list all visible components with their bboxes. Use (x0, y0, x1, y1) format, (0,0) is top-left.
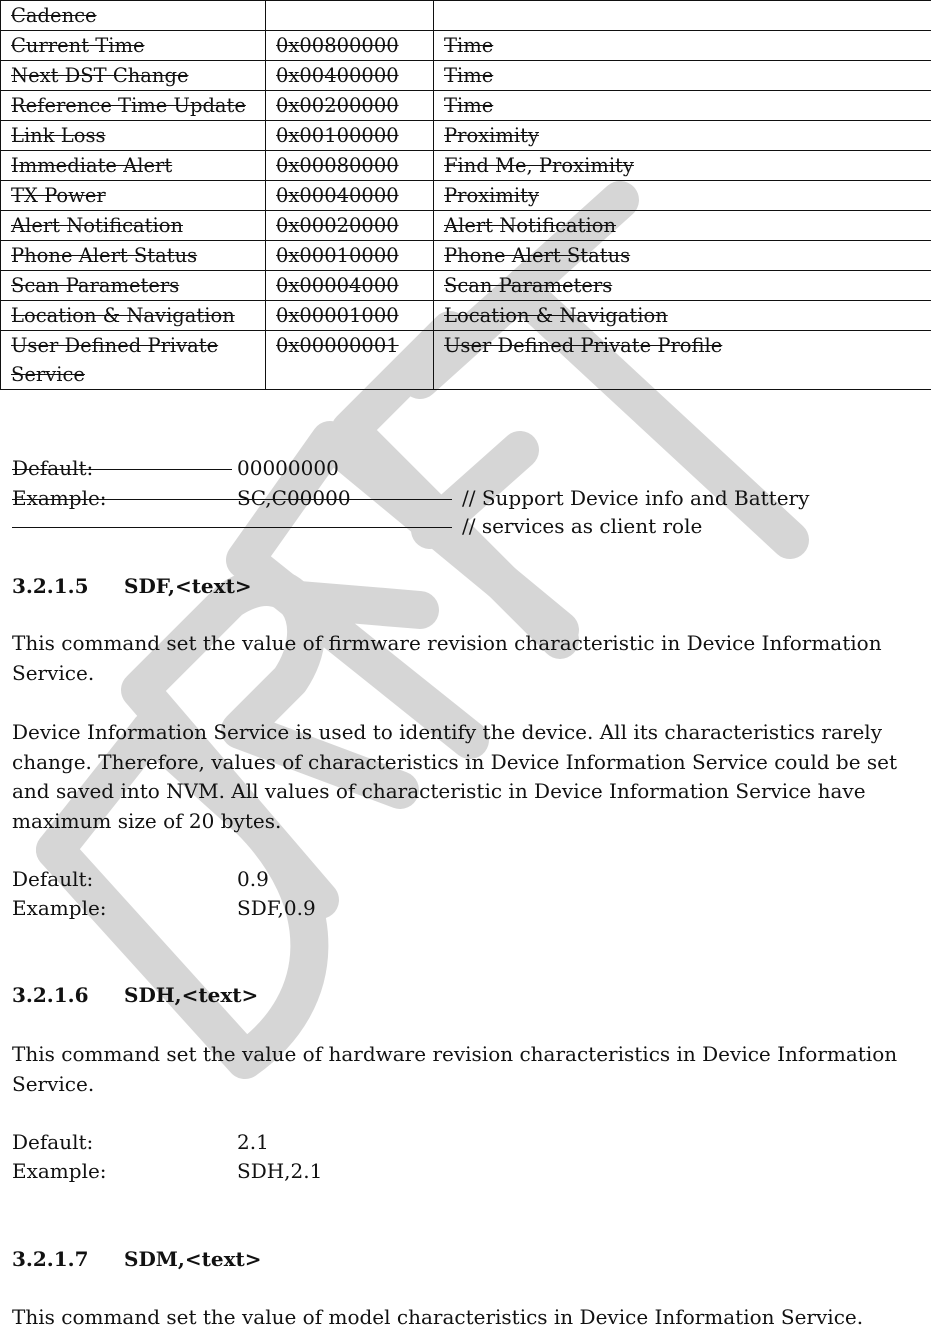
table-row (1, 211, 931, 241)
table-cell-profile: Scan Parameters (434, 271, 931, 301)
table-cell-code (266, 1, 434, 31)
table-row (1, 301, 931, 331)
table-cell-profile: User Defined Private Profile (434, 331, 931, 390)
table-cell-code: 0x00400000 (266, 61, 434, 91)
table-cell-name: Link Loss (1, 121, 266, 151)
table-cell-code: 0x00100000 (266, 121, 434, 151)
table-cell-profile: Alert Notification (434, 211, 931, 241)
table-row (1, 241, 931, 271)
table-cell-name: Next DST Change (1, 61, 266, 91)
table-row (1, 151, 931, 181)
default-value: 0.9 (237, 865, 269, 893)
sdh-paragraph-1: This command set the value of hardware revision characteristics in Device Information Service. (12, 1040, 917, 1099)
default-label: Default: (12, 454, 93, 482)
table-cell-code: 0x00004000 (266, 271, 434, 301)
table-cell-code: 0x00200000 (266, 91, 434, 121)
table-cell-code: 0x00010000 (266, 241, 434, 271)
example-label: Example: (12, 484, 107, 512)
strike-rule (12, 527, 452, 528)
table-cell-name: Scan Parameters (1, 271, 266, 301)
table-row (1, 1, 931, 31)
table-cell-profile: Proximity (434, 121, 931, 151)
sdf-paragraph-1: This command set the value of firmware revision characteristic in Device Information Service. (12, 629, 917, 688)
example-value: SDF,0.9 (237, 894, 316, 922)
default-label: Default: (12, 865, 93, 893)
table-cell-profile: Time (434, 91, 931, 121)
table-row (1, 91, 931, 121)
section-number: 3.2.1.7 (12, 1245, 89, 1273)
example-label: Example: (12, 894, 107, 922)
sdf-paragraph-2: Device Information Service is used to identify the device. All its characteristics rarely change. Therefore, values of characteristics in Device Information Service could be set and saved into NVM. All values of characteristic in Device Information Service have maximum size of 20 bytes. (12, 718, 917, 836)
table-row (1, 121, 931, 151)
default-value: 00000000 (237, 454, 339, 482)
default-value: 2.1 (237, 1128, 269, 1156)
sdm-paragraph-1: This command set the value of model characteristics in Device Information Service. (12, 1303, 917, 1333)
table-cell-name: Phone Alert Status (1, 241, 266, 271)
table-cell-name: Alert Notification (1, 211, 266, 241)
table-cell-code: 0x00000001 (266, 331, 434, 390)
table-cell-code: 0x00040000 (266, 181, 434, 211)
service-table (0, 0, 931, 390)
example-comment-2: // services as client role (462, 512, 702, 540)
table-row (1, 31, 931, 61)
table-cell-profile: Time (434, 31, 931, 61)
table-cell-name: Cadence (1, 1, 266, 31)
example-value: SC,C00000 (237, 484, 351, 512)
table-row (1, 271, 931, 301)
section-command: SDM,<text> (124, 1245, 262, 1273)
table-cell-profile: Proximity (434, 181, 931, 211)
example-value: SDH,2.1 (237, 1157, 322, 1185)
section-number: 3.2.1.5 (12, 572, 89, 600)
table-row (1, 181, 931, 211)
table-row (1, 331, 931, 390)
table-cell-code: 0x00020000 (266, 211, 434, 241)
example-label: Example: (12, 1157, 107, 1185)
table-row (1, 61, 931, 91)
table-cell-profile: Location & Navigation (434, 301, 931, 331)
section-number: 3.2.1.6 (12, 981, 89, 1009)
table-cell-profile: Find Me, Proximity (434, 151, 931, 181)
table-cell-code: 0x00080000 (266, 151, 434, 181)
table-cell-profile: Time (434, 61, 931, 91)
table-cell-name: TX Power (1, 181, 266, 211)
table-cell-name: Current Time (1, 31, 266, 61)
table-cell-code: 0x00800000 (266, 31, 434, 61)
table-cell-name: Location & Navigation (1, 301, 266, 331)
example-comment: // Support Device info and Battery (462, 484, 809, 512)
table-cell-name: User Defined Private Service (1, 331, 266, 390)
table-cell-profile: Phone Alert Status (434, 241, 931, 271)
table-cell-name: Immediate Alert (1, 151, 266, 181)
table-cell-profile (434, 1, 931, 31)
default-label: Default: (12, 1128, 93, 1156)
section-command: SDH,<text> (124, 981, 258, 1009)
table-cell-code: 0x00001000 (266, 301, 434, 331)
section-command: SDF,<text> (124, 572, 252, 600)
table-cell-name: Reference Time Update (1, 91, 266, 121)
